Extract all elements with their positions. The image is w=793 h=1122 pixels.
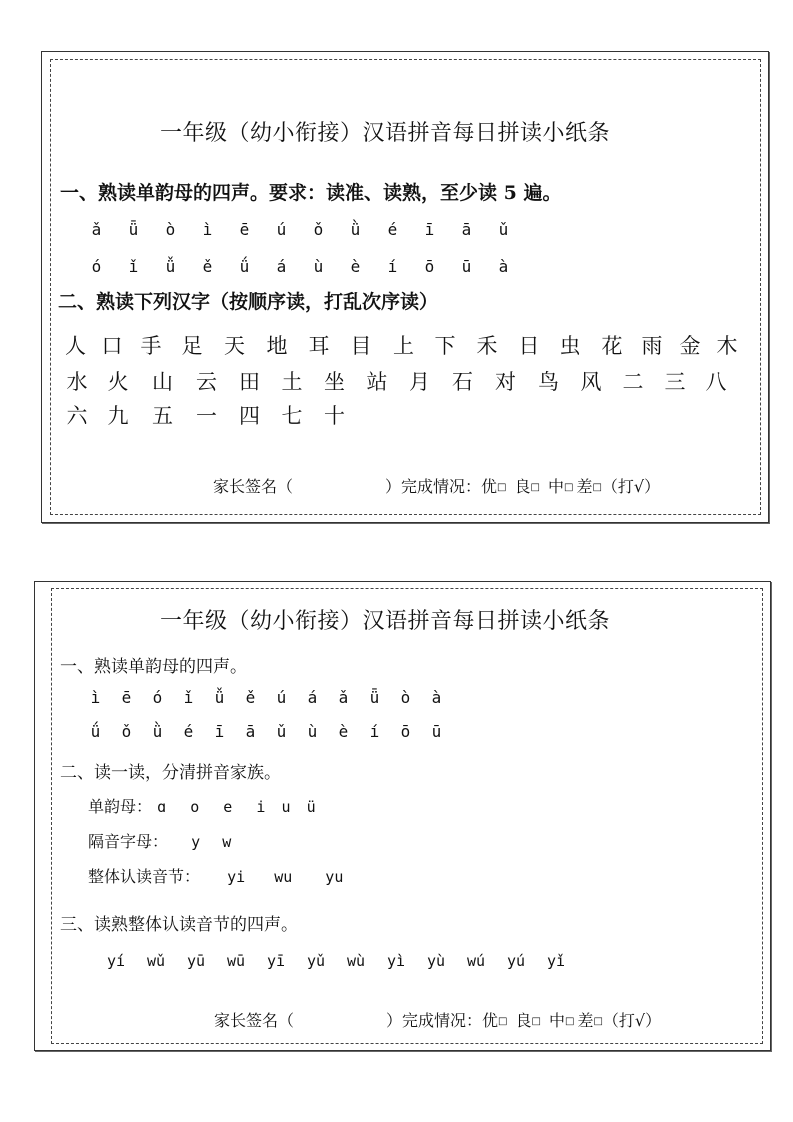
pinyin-item: ǖ (369, 688, 380, 707)
syllable-item: yì (386, 952, 406, 970)
whole-syllable-item: yi (227, 868, 246, 886)
pinyin-item: ē (121, 688, 132, 707)
card-2-section-2-heading: 二、读一读，分清拼音家族。 (60, 763, 281, 783)
hanzi-item: 雨 (641, 334, 663, 358)
rating-average-label: 中 (547, 477, 564, 496)
hanzi-item: 对 (495, 370, 516, 394)
syllable-item: yī (266, 952, 286, 970)
rating-poor-checkbox[interactable]: □ (593, 1016, 603, 1027)
hanzi-item: 八 (705, 370, 727, 394)
separator-letters-label: 隔音字母： (88, 832, 169, 851)
pinyin-item: ò (165, 220, 176, 239)
hanzi-item: 水 (66, 370, 88, 394)
hanzi-item: 金 (679, 334, 701, 358)
hanzi-item: 风 (580, 370, 602, 394)
check-instruction: （打√） (602, 1011, 662, 1030)
rating-good-checkbox[interactable]: □ (531, 1016, 541, 1027)
rating-poor-checkbox[interactable]: □ (592, 482, 602, 493)
pinyin-item: á (307, 688, 318, 707)
separator-letters-line (88, 829, 248, 852)
hanzi-item: 虫 (559, 334, 581, 358)
parent-signature-field[interactable] (294, 1010, 386, 1026)
hanzi-item: 日 (518, 334, 540, 358)
hanzi-item: 目 (350, 334, 372, 358)
single-final-item: i (256, 798, 266, 816)
card-1-section-2-heading: 二、熟读下列汉字（按顺序读，打乱次序读） (58, 291, 439, 313)
separator-letter-item: w (222, 833, 232, 851)
syllable-item: yù (426, 952, 446, 970)
hanzi-item: 口 (101, 334, 123, 358)
card-1-title: 一年级（幼小衔接）汉语拼音每日拼读小纸条 (160, 121, 611, 146)
hanzi-item: 田 (239, 370, 260, 394)
pinyin-item: ě (202, 257, 213, 276)
hanzi-item: 花 (601, 334, 623, 358)
single-finals-line (88, 794, 327, 817)
hanzi-item: 鸟 (538, 370, 559, 394)
completion-label: ）完成情况： (385, 477, 482, 496)
pinyin-item: ǜ (350, 220, 361, 239)
parent-signature-label: 家长签名（ (213, 477, 294, 496)
rating-good-checkbox[interactable]: □ (530, 482, 540, 493)
pinyin-item: ā (245, 722, 256, 741)
rating-excellent-checkbox[interactable]: □ (498, 1016, 508, 1027)
hanzi-item: 天 (224, 334, 245, 358)
pinyin-item: ī (424, 220, 435, 239)
hanzi-item: 禾 (476, 334, 498, 358)
pinyin-item: ā (461, 220, 472, 239)
hanzi-item: 上 (393, 334, 414, 358)
pinyin-item: ì (90, 688, 101, 707)
pinyin-item: ū (431, 722, 442, 741)
pinyin-item: ǚ (165, 257, 176, 276)
parent-signature-field[interactable] (293, 476, 385, 492)
card-2-finals-row-2 (80, 722, 452, 741)
pinyin-item: ǐ (183, 688, 194, 707)
whole-syllables-label: 整体认读音节： (88, 867, 201, 886)
hanzi-item: 二 (622, 370, 644, 394)
hanzi-item: 山 (152, 370, 173, 394)
rating-poor-label: 差 (576, 477, 593, 496)
syllable-item: yǔ (306, 952, 326, 970)
hanzi-item: 七 (281, 404, 303, 428)
pinyin-item: è (338, 722, 349, 741)
syllable-item: wū (226, 952, 246, 970)
single-final-item: e (223, 798, 233, 816)
pinyin-item: ǖ (128, 220, 139, 239)
pinyin-item: è (350, 257, 361, 276)
pinyin-item: ī (214, 722, 225, 741)
hanzi-item: 土 (281, 370, 303, 394)
hanzi-item: 石 (452, 370, 473, 394)
pinyin-item: é (183, 722, 194, 741)
rating-good-label: 良 (515, 1011, 532, 1030)
pinyin-item: ǒ (121, 722, 132, 741)
pinyin-item: é (387, 220, 398, 239)
whole-syllable-item: wu (274, 868, 293, 886)
rating-excellent-label: 优 (482, 1011, 499, 1030)
syllable-item: yí (106, 952, 126, 970)
pinyin-item: ō (424, 257, 435, 276)
card-1-hanzi-row-1 (58, 330, 745, 360)
card-1-footer (213, 474, 660, 497)
rating-good-label: 良 (514, 477, 531, 496)
single-final-item: ɑ (157, 798, 167, 816)
pinyin-item: á (276, 257, 287, 276)
pinyin-item: ǒ (313, 220, 324, 239)
pinyin-item: í (387, 257, 398, 276)
pinyin-item: ó (91, 257, 102, 276)
pinyin-item: ě (245, 688, 256, 707)
rating-poor-label: 差 (577, 1011, 594, 1030)
pinyin-item: ǚ (214, 688, 225, 707)
hanzi-item: 手 (140, 334, 162, 358)
pinyin-item: ǔ (498, 220, 509, 239)
card-1-section-1-heading: 一、熟读单韵母的四声。要求：读准、读熟，至少读 5 遍。 (60, 182, 562, 204)
pinyin-item: ǜ (152, 722, 163, 741)
hanzi-item: 十 (324, 404, 345, 428)
hanzi-item: 下 (434, 334, 456, 358)
pinyin-item: ú (276, 220, 287, 239)
single-final-item: ü (306, 798, 316, 816)
completion-label: ）完成情况： (386, 1011, 483, 1030)
pinyin-item: à (498, 257, 509, 276)
card-2-finals-row-1 (80, 688, 452, 707)
pinyin-item: ǔ (276, 722, 287, 741)
syllable-item: yú (506, 952, 526, 970)
separator-letter-item: y (191, 833, 201, 851)
hanzi-item: 三 (664, 370, 686, 394)
hanzi-item: 五 (152, 404, 173, 428)
pinyin-item: ì (202, 220, 213, 239)
pinyin-item: í (369, 722, 380, 741)
pinyin-item: ǐ (128, 257, 139, 276)
card-2-section-3-heading: 三、读熟整体认读音节的四声。 (60, 915, 298, 935)
card-1-finals-row-1 (78, 220, 522, 239)
hanzi-item: 木 (716, 334, 738, 358)
pinyin-item: ū (461, 257, 472, 276)
hanzi-item: 人 (65, 334, 86, 358)
rating-excellent-label: 优 (481, 477, 498, 496)
rating-excellent-checkbox[interactable]: □ (497, 482, 507, 493)
single-finals-label: 单韵母： (88, 797, 153, 816)
card-2-title: 一年级（幼小衔接）汉语拼音每日拼读小纸条 (160, 609, 611, 634)
hanzi-item: 地 (266, 334, 288, 358)
pinyin-item: ǘ (90, 722, 101, 741)
pinyin-item: ǎ (338, 688, 349, 707)
check-instruction: （打√） (601, 477, 661, 496)
card-2-footer (214, 1008, 661, 1031)
single-final-item: u (281, 798, 291, 816)
whole-syllables-line (88, 864, 355, 887)
card-1-finals-row-2 (78, 257, 522, 276)
hanzi-item: 足 (181, 334, 203, 358)
syllable-item: wú (466, 952, 486, 970)
hanzi-item: 月 (409, 370, 430, 394)
syllable-item: yǐ (546, 952, 566, 970)
pinyin-item: à (431, 688, 442, 707)
pinyin-item: ú (276, 688, 287, 707)
syllable-item: wǔ (146, 952, 166, 970)
pinyin-item: ò (400, 688, 411, 707)
pinyin-item: ù (313, 257, 324, 276)
pinyin-item: ó (152, 688, 163, 707)
single-final-item: o (190, 798, 200, 816)
parent-signature-label: 家长签名（ (214, 1011, 295, 1030)
hanzi-item: 云 (196, 370, 217, 394)
hanzi-item: 六 (66, 404, 88, 428)
rating-average-checkbox[interactable]: □ (563, 482, 574, 493)
hanzi-item: 九 (107, 404, 129, 428)
card-2-syllable-tones-row (96, 952, 576, 970)
hanzi-item: 坐 (324, 370, 345, 394)
card-1-hanzi-row-2 (58, 366, 736, 396)
card-1-hanzi-row-3 (58, 400, 356, 430)
hanzi-item: 一 (196, 404, 217, 428)
whole-syllable-item: yu (325, 868, 344, 886)
hanzi-item: 耳 (308, 334, 330, 358)
pinyin-item: ē (239, 220, 250, 239)
rating-average-checkbox[interactable]: □ (564, 1016, 575, 1027)
card-2-section-1-heading: 一、熟读单韵母的四声。 (60, 657, 247, 677)
pinyin-item: ǘ (239, 257, 250, 276)
syllable-item: yū (186, 952, 206, 970)
syllable-item: wù (346, 952, 366, 970)
hanzi-item: 四 (239, 404, 260, 428)
pinyin-item: ō (400, 722, 411, 741)
hanzi-item: 站 (366, 370, 388, 394)
pinyin-item: ǎ (91, 220, 102, 239)
rating-average-label: 中 (548, 1011, 565, 1030)
pinyin-item: ù (307, 722, 318, 741)
hanzi-item: 火 (107, 370, 129, 394)
